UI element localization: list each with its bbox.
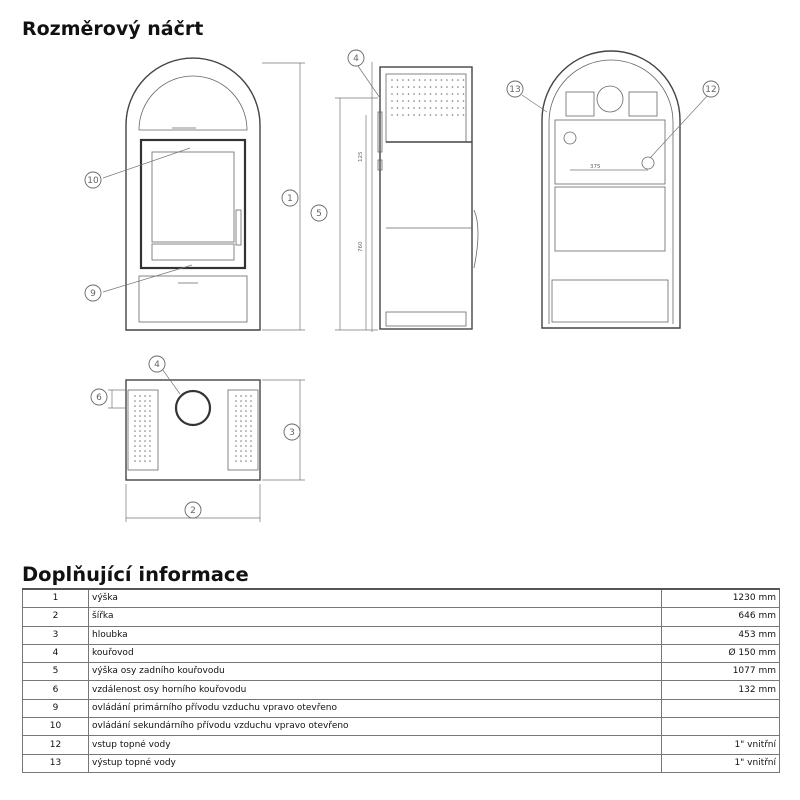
vent-dot <box>446 79 448 81</box>
vent-dot <box>402 93 404 95</box>
callout-4-side <box>348 50 364 66</box>
table-row <box>23 663 780 681</box>
vent-dot <box>435 100 437 102</box>
vent-dot <box>240 415 242 417</box>
vent-dot <box>457 114 459 116</box>
vent-dot <box>134 395 136 397</box>
dim-label-375: 375 <box>590 164 601 170</box>
vent-dot <box>134 405 136 407</box>
vent-dot <box>134 425 136 427</box>
vent-dot <box>235 435 237 437</box>
vent-dot <box>139 455 141 457</box>
vent-dot <box>250 395 252 397</box>
row-number: 2 <box>23 608 89 626</box>
vent-dot <box>435 107 437 109</box>
vent-dot <box>402 100 404 102</box>
vent-dot <box>446 86 448 88</box>
vent-dot <box>134 410 136 412</box>
vent-dot <box>430 114 432 116</box>
vent-dot <box>441 114 443 116</box>
callout-6 <box>91 389 107 405</box>
svg-text:5: 5 <box>316 209 322 219</box>
vent-dot <box>397 86 399 88</box>
vent-dot <box>397 100 399 102</box>
vent-dot <box>408 79 410 81</box>
vent-dot <box>245 420 247 422</box>
rear-view <box>522 51 708 328</box>
vent-dot <box>250 420 252 422</box>
svg-text:1: 1 <box>287 194 293 204</box>
vent-dot <box>144 435 146 437</box>
vent-dot <box>250 445 252 447</box>
vent-dot <box>144 425 146 427</box>
vent-dot <box>397 114 399 116</box>
row-value: 1077 mm <box>661 663 779 681</box>
vent-dot <box>413 114 415 116</box>
vent-dot <box>144 415 146 417</box>
vent-dot <box>134 420 136 422</box>
vent-dot <box>245 450 247 452</box>
row-label: hloubka <box>89 626 662 644</box>
vent-dot <box>240 400 242 402</box>
vent-dot <box>402 86 404 88</box>
vent-dot <box>235 440 237 442</box>
vent-dot <box>435 114 437 116</box>
vent-dot <box>139 450 141 452</box>
vent-dot <box>245 425 247 427</box>
vent-dot <box>435 93 437 95</box>
vent-dot <box>245 400 247 402</box>
vent-dot <box>139 410 141 412</box>
vent-dot <box>144 405 146 407</box>
vent-dot <box>235 420 237 422</box>
vent-dot <box>134 400 136 402</box>
vent-dot <box>245 430 247 432</box>
vent-dot <box>149 435 151 437</box>
vent-dot <box>413 79 415 81</box>
vent-dot <box>419 79 421 81</box>
vent-dot <box>245 460 247 462</box>
svg-text:9: 9 <box>90 289 96 299</box>
vent-dot <box>408 114 410 116</box>
callout-9 <box>85 285 101 301</box>
vent-dot <box>402 79 404 81</box>
vent-dot <box>149 425 151 427</box>
svg-text:4: 4 <box>154 360 160 370</box>
row-value: 453 mm <box>661 626 779 644</box>
vent-dot <box>391 93 393 95</box>
vent-dot <box>435 86 437 88</box>
vent-dot <box>139 440 141 442</box>
vent-dot <box>424 86 426 88</box>
row-value: 1" vnitřní <box>661 754 779 772</box>
vent-dot <box>391 86 393 88</box>
vent-dot <box>397 79 399 81</box>
vent-dot <box>139 435 141 437</box>
vent-dot <box>235 405 237 407</box>
vent-dot <box>139 400 141 402</box>
callout-4-top <box>149 356 165 372</box>
section-title-info: Doplňující informace <box>22 563 249 586</box>
vent-dot <box>149 405 151 407</box>
vent-dot <box>235 425 237 427</box>
vent-dot <box>240 405 242 407</box>
vent-dot <box>250 450 252 452</box>
vent-dot <box>402 107 404 109</box>
callout-5 <box>311 205 327 221</box>
side-view <box>335 62 478 332</box>
row-number: 5 <box>23 663 89 681</box>
vent-dot <box>419 86 421 88</box>
vent-dot <box>149 410 151 412</box>
vent-dot <box>402 114 404 116</box>
vent-dot <box>149 455 151 457</box>
vent-dot <box>408 100 410 102</box>
vent-dot <box>419 100 421 102</box>
vent-dot <box>397 107 399 109</box>
vent-dot <box>149 430 151 432</box>
vent-dot <box>235 430 237 432</box>
vent-dot <box>446 114 448 116</box>
vent-dot <box>250 440 252 442</box>
vent-dot <box>245 435 247 437</box>
vent-dot <box>240 435 242 437</box>
vent-dot <box>441 93 443 95</box>
vent-dot <box>139 445 141 447</box>
vent-dot <box>441 107 443 109</box>
vent-dot <box>446 93 448 95</box>
vent-dot <box>452 114 454 116</box>
spec-table <box>22 588 780 773</box>
vent-dot <box>391 79 393 81</box>
row-label: šířka <box>89 608 662 626</box>
vent-dot <box>250 455 252 457</box>
row-value: 132 mm <box>661 681 779 699</box>
vent-dot <box>452 100 454 102</box>
svg-text:10: 10 <box>87 176 99 186</box>
table-row <box>23 736 780 754</box>
vent-dot <box>391 100 393 102</box>
vent-dot <box>463 93 465 95</box>
vent-dot <box>240 430 242 432</box>
vent-dot <box>149 445 151 447</box>
vent-dot <box>144 410 146 412</box>
row-label: výška <box>89 589 662 608</box>
section-title-sketch: Rozměrový náčrt <box>22 18 204 40</box>
row-value <box>661 718 779 736</box>
vent-dot <box>144 445 146 447</box>
vent-dot <box>424 100 426 102</box>
svg-text:13: 13 <box>509 85 521 95</box>
vent-dot <box>452 79 454 81</box>
vent-dot <box>134 450 136 452</box>
vent-dot <box>419 107 421 109</box>
row-value <box>661 699 779 717</box>
row-number: 10 <box>23 718 89 736</box>
vent-dot <box>441 86 443 88</box>
vent-dot <box>435 79 437 81</box>
vent-dot <box>240 440 242 442</box>
vent-dot <box>430 79 432 81</box>
vent-dot <box>245 445 247 447</box>
vent-dot <box>441 100 443 102</box>
vent-dot <box>457 93 459 95</box>
vent-dot <box>245 415 247 417</box>
vent-dot <box>144 450 146 452</box>
vent-dot <box>235 395 237 397</box>
vent-dot <box>240 460 242 462</box>
row-label: ovládání primárního přívodu vzduchu vpravo otevřeno <box>89 699 662 717</box>
vent-dot <box>245 405 247 407</box>
vent-dot <box>250 400 252 402</box>
vent-dot <box>408 107 410 109</box>
vent-dot <box>250 415 252 417</box>
vent-dot <box>240 420 242 422</box>
table-row <box>23 608 780 626</box>
callout-3 <box>284 424 300 440</box>
row-label: výstup topné vody <box>89 754 662 772</box>
vent-dot <box>139 395 141 397</box>
vent-dot <box>245 440 247 442</box>
vent-dot <box>463 86 465 88</box>
vent-dot <box>452 86 454 88</box>
vent-dot <box>430 86 432 88</box>
row-number: 3 <box>23 626 89 644</box>
vent-dot <box>463 79 465 81</box>
vent-dot <box>240 425 242 427</box>
vent-dot <box>139 405 141 407</box>
vent-dot <box>139 425 141 427</box>
vent-dot <box>250 435 252 437</box>
vent-dot <box>235 460 237 462</box>
callout-13 <box>507 81 523 97</box>
vent-dot <box>134 440 136 442</box>
row-number: 1 <box>23 589 89 608</box>
vent-dot <box>134 455 136 457</box>
vent-dot <box>149 400 151 402</box>
vent-dot <box>441 79 443 81</box>
vent-dot <box>139 460 141 462</box>
vent-dot <box>240 450 242 452</box>
vent-dot <box>408 93 410 95</box>
callout-2 <box>185 502 201 518</box>
vent-dot <box>149 420 151 422</box>
top-view <box>108 366 305 522</box>
vent-dot <box>245 410 247 412</box>
vent-dot <box>235 455 237 457</box>
callout-12 <box>703 81 719 97</box>
table-row <box>23 754 780 772</box>
vent-dot <box>408 86 410 88</box>
vent-dot <box>250 460 252 462</box>
vent-dot <box>446 107 448 109</box>
vent-dot <box>397 93 399 95</box>
row-number: 4 <box>23 644 89 662</box>
vent-dot <box>430 93 432 95</box>
vent-dot <box>424 79 426 81</box>
vent-dot <box>457 86 459 88</box>
callout-1 <box>282 190 298 206</box>
vent-dot <box>413 100 415 102</box>
row-value: 1230 mm <box>661 589 779 608</box>
svg-text:6: 6 <box>96 393 102 403</box>
row-label: vzdálenost osy horního kouřovodu <box>89 681 662 699</box>
vent-dot <box>457 100 459 102</box>
vent-dot <box>134 430 136 432</box>
vent-dot <box>235 400 237 402</box>
vent-dot <box>235 410 237 412</box>
vent-dot <box>149 450 151 452</box>
row-number: 9 <box>23 699 89 717</box>
row-label: vstup topné vody <box>89 736 662 754</box>
vent-dot <box>144 430 146 432</box>
vent-dot <box>240 455 242 457</box>
vent-dot <box>446 100 448 102</box>
vent-dot <box>463 107 465 109</box>
vent-dot <box>139 415 141 417</box>
vent-dot <box>149 440 151 442</box>
vent-dot <box>144 455 146 457</box>
row-value: 1" vnitřní <box>661 736 779 754</box>
table-row <box>23 644 780 662</box>
vent-dot <box>144 395 146 397</box>
vent-dots <box>134 79 464 462</box>
vent-dot <box>452 93 454 95</box>
vent-dot <box>419 93 421 95</box>
row-value: 646 mm <box>661 608 779 626</box>
vent-dot <box>413 107 415 109</box>
vent-dot <box>144 460 146 462</box>
vent-dot <box>144 440 146 442</box>
row-label: ovládání sekundárního přívodu vzduchu vpravo otevřeno <box>89 718 662 736</box>
vent-dot <box>463 114 465 116</box>
vent-dot <box>240 395 242 397</box>
vent-dot <box>134 460 136 462</box>
svg-text:4: 4 <box>353 54 359 64</box>
callout-10 <box>85 172 101 188</box>
vent-dot <box>424 107 426 109</box>
vent-dot <box>134 445 136 447</box>
row-number: 12 <box>23 736 89 754</box>
vent-dot <box>391 114 393 116</box>
vent-dot <box>250 405 252 407</box>
vent-dot <box>240 445 242 447</box>
table-row <box>23 718 780 736</box>
vent-dot <box>463 100 465 102</box>
table-row <box>23 626 780 644</box>
vent-dot <box>250 425 252 427</box>
vent-dot <box>149 460 151 462</box>
dim-label-760: 760 <box>358 241 364 252</box>
row-number: 6 <box>23 681 89 699</box>
vent-dot <box>149 395 151 397</box>
vent-dot <box>149 415 151 417</box>
vent-dot <box>245 395 247 397</box>
vent-dot <box>240 410 242 412</box>
vent-dot <box>457 79 459 81</box>
vent-dot <box>139 420 141 422</box>
vent-dot <box>391 107 393 109</box>
vent-dot <box>452 107 454 109</box>
vent-dot <box>424 93 426 95</box>
vent-dot <box>134 415 136 417</box>
vent-dot <box>419 114 421 116</box>
vent-dot <box>144 400 146 402</box>
vent-dot <box>413 86 415 88</box>
svg-text:12: 12 <box>705 85 717 95</box>
vent-dot <box>235 450 237 452</box>
vent-dot <box>134 435 136 437</box>
row-label: výška osy zadního kouřovodu <box>89 663 662 681</box>
vent-dot <box>413 93 415 95</box>
vent-dot <box>245 455 247 457</box>
table-row <box>23 681 780 699</box>
vent-dot <box>457 107 459 109</box>
vent-dot <box>235 415 237 417</box>
svg-text:3: 3 <box>289 428 295 438</box>
table-row <box>23 589 780 608</box>
vent-dot <box>139 430 141 432</box>
vent-dot <box>430 100 432 102</box>
row-label: kouřovod <box>89 644 662 662</box>
vent-dot <box>250 430 252 432</box>
dim-label-125: 125 <box>358 151 364 162</box>
row-number: 13 <box>23 754 89 772</box>
vent-dot <box>144 420 146 422</box>
vent-dot <box>235 445 237 447</box>
svg-text:2: 2 <box>190 506 196 516</box>
table-row <box>23 699 780 717</box>
vent-dot <box>250 410 252 412</box>
vent-dot <box>424 114 426 116</box>
front-view <box>103 58 305 330</box>
vent-dot <box>430 107 432 109</box>
row-value: Ø 150 mm <box>661 644 779 662</box>
